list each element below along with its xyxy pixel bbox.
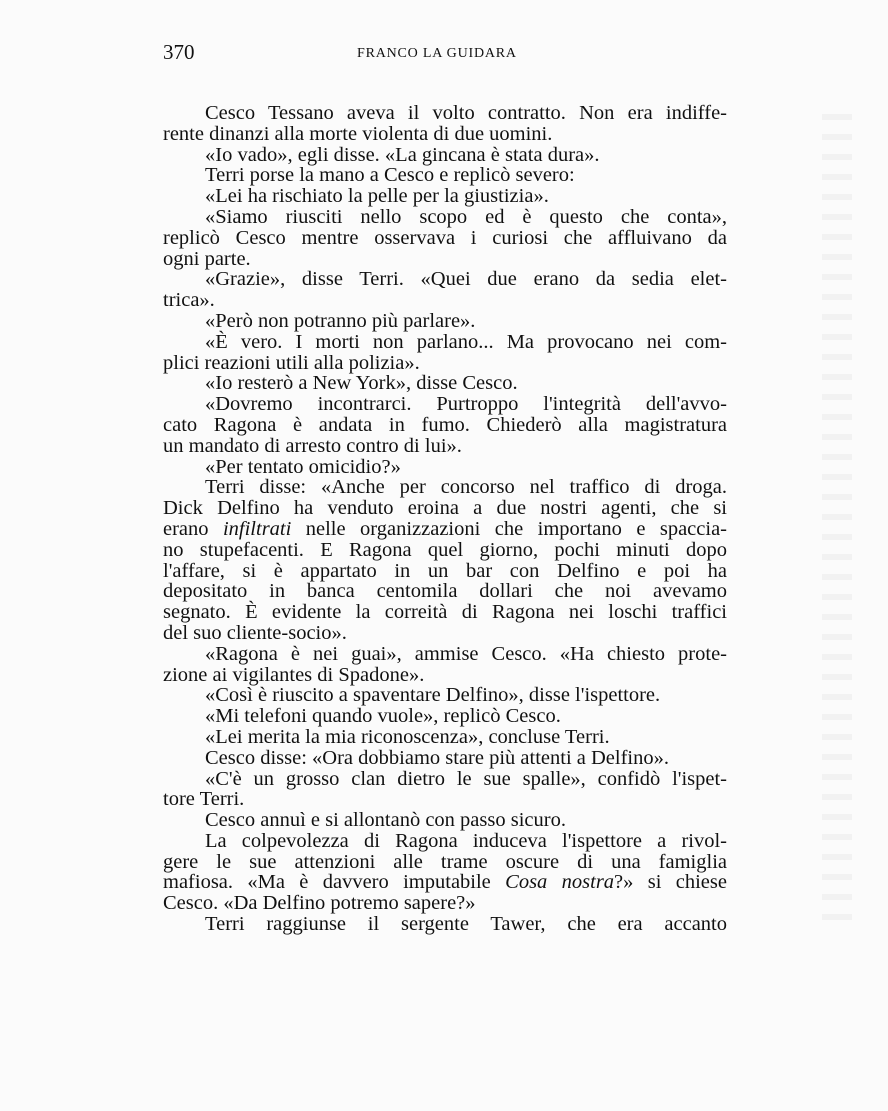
text-line: [163, 228, 727, 249]
text-segment: «Grazie», disse Terri. «Quei due erano da sedia elet-: [205, 268, 727, 291]
page-header: [163, 40, 727, 70]
text-segment: «È vero. I morti non parlano... Ma provocano nei com-: [205, 330, 727, 353]
text-line: [163, 165, 727, 186]
text-segment: «Lei ha rischiato la pelle per la giustizia».: [205, 185, 549, 208]
text-segment: Cesco Tessano aveva il volto contratto. Non era indiffe-: [205, 102, 727, 124]
show-through-shadow: [822, 100, 852, 920]
body-text: [163, 103, 727, 935]
text-line: [163, 748, 727, 769]
text-line: [163, 498, 727, 519]
text-segment: «Mi telefoni quando vuole», replicò Cesco.: [205, 705, 561, 728]
text-line: [163, 207, 727, 228]
text-segment: zione ai vigilantes di Spadone».: [163, 663, 425, 686]
italic-text: infiltrati: [222, 517, 292, 540]
text-line: [163, 124, 727, 145]
text-line: [163, 477, 727, 498]
text-line: [163, 810, 727, 831]
text-segment: ?» si chiese: [614, 871, 727, 894]
text-line: [163, 457, 727, 478]
text-segment: «Ragona è nei guai», ammise Cesco. «Ha chiesto prote-: [205, 642, 727, 665]
text-line: [163, 623, 727, 644]
text-segment: l'affare, si è appartato in un bar con Delfino e poi ha: [163, 559, 727, 582]
text-segment: Cesco. «Da Delfino potremo sapere?»: [163, 892, 476, 915]
text-segment: «C'è un grosso clan dietro le sue spalle», confidò l'ispet-: [205, 767, 727, 790]
text-segment: «Dovremo incontrarci. Purtroppo l'integrità dell'avvo-: [205, 393, 727, 416]
text-segment: segnato. È evidente la correità di Ragona nei loschi traffici: [163, 601, 727, 624]
text-line: [163, 893, 727, 914]
text-segment: Dick Delfino ha venduto eroina a due nostri agenti, che si: [163, 497, 727, 520]
text-line: [163, 436, 727, 457]
text-segment: «Per tentato omicidio?»: [205, 455, 401, 478]
text-line: [163, 394, 727, 415]
text-segment: «Così è riuscito a spaventare Delfino», disse l'ispettore.: [205, 684, 661, 707]
text-line: [163, 852, 727, 873]
text-line: [163, 561, 727, 582]
text-segment: «Però non potranno più parlare».: [205, 309, 476, 332]
text-segment: gere le sue attenzioni alle trame oscure di una famiglia: [163, 850, 727, 873]
text-segment: Terri porse la mano a Cesco e replicò severo:: [205, 164, 575, 187]
text-segment: rente dinanzi alla morte violenta di due uomini.: [163, 122, 553, 145]
text-line: [163, 415, 727, 436]
text-segment: tore Terri.: [163, 788, 245, 811]
text-segment: «Lei merita la mia riconoscenza», concluse Terri.: [205, 725, 610, 748]
text-segment: no stupefacenti. E Ragona quel giorno, pochi minuti dopo: [163, 538, 727, 561]
text-line: [163, 332, 727, 353]
text-line: [163, 311, 727, 332]
text-segment: «Siamo riusciti nello scopo ed è questo che conta»,: [205, 205, 727, 228]
text-segment: Terri raggiunse il sergente Tawer, che era accanto: [205, 913, 727, 936]
running-head: FRANCO LA GUIDARA: [357, 46, 517, 61]
text-line: [163, 644, 727, 665]
text-segment: mafiosa. «Ma è davvero imputabile: [163, 871, 506, 894]
italic-text: Cosa nostra: [505, 871, 615, 894]
text-segment: un mandato di arresto contro di lui».: [163, 434, 462, 457]
text-line: [163, 706, 727, 727]
text-segment: trica».: [163, 289, 215, 312]
text-segment: depositato in banca centomila dollari che noi avevamo: [163, 580, 727, 603]
text-line: [163, 269, 727, 290]
text-segment: nelle organizzazioni che importano e spaccia-: [291, 517, 727, 540]
text-segment: del suo cliente-socio».: [163, 621, 347, 644]
text-line: [163, 290, 727, 311]
page-number: 370: [163, 40, 195, 64]
text-line: [163, 685, 727, 706]
text-line: [163, 872, 727, 893]
text-segment: plici reazioni utili alla polizia».: [163, 351, 420, 374]
text-line: [163, 789, 727, 810]
text-line: [163, 353, 727, 374]
text-line: [163, 103, 727, 124]
text-line: [163, 831, 727, 852]
text-segment: Cesco disse: «Ora dobbiamo stare più attenti a Delfino».: [205, 746, 669, 769]
text-segment: Terri disse: «Anche per concorso nel traffico di droga.: [205, 476, 727, 499]
text-line: [163, 665, 727, 686]
text-line: [163, 727, 727, 748]
text-line: [163, 519, 727, 540]
text-segment: «Io resterò a New York», disse Cesco.: [205, 372, 518, 395]
text-segment: erano: [163, 517, 223, 540]
text-segment: Cesco annuì e si allontanò con passo sicuro.: [205, 809, 566, 832]
text-segment: «Io vado», egli disse. «La gincana è stata dura».: [205, 143, 600, 166]
text-segment: La colpevolezza di Ragona induceva l'ispettore a rivol-: [205, 829, 727, 852]
text-line: [163, 186, 727, 207]
text-line: [163, 602, 727, 623]
text-line: [163, 581, 727, 602]
text-line: [163, 373, 727, 394]
text-segment: ogni parte.: [163, 247, 251, 270]
text-line: [163, 540, 727, 561]
text-segment: cato Ragona è andata in fumo. Chiederò alla magistratura: [163, 413, 727, 436]
text-line: [163, 249, 727, 270]
text-line: [163, 914, 727, 935]
text-line: [163, 769, 727, 790]
text-segment: replicò Cesco mentre osservava i curiosi che affluivano da: [163, 226, 727, 249]
text-line: [163, 145, 727, 166]
